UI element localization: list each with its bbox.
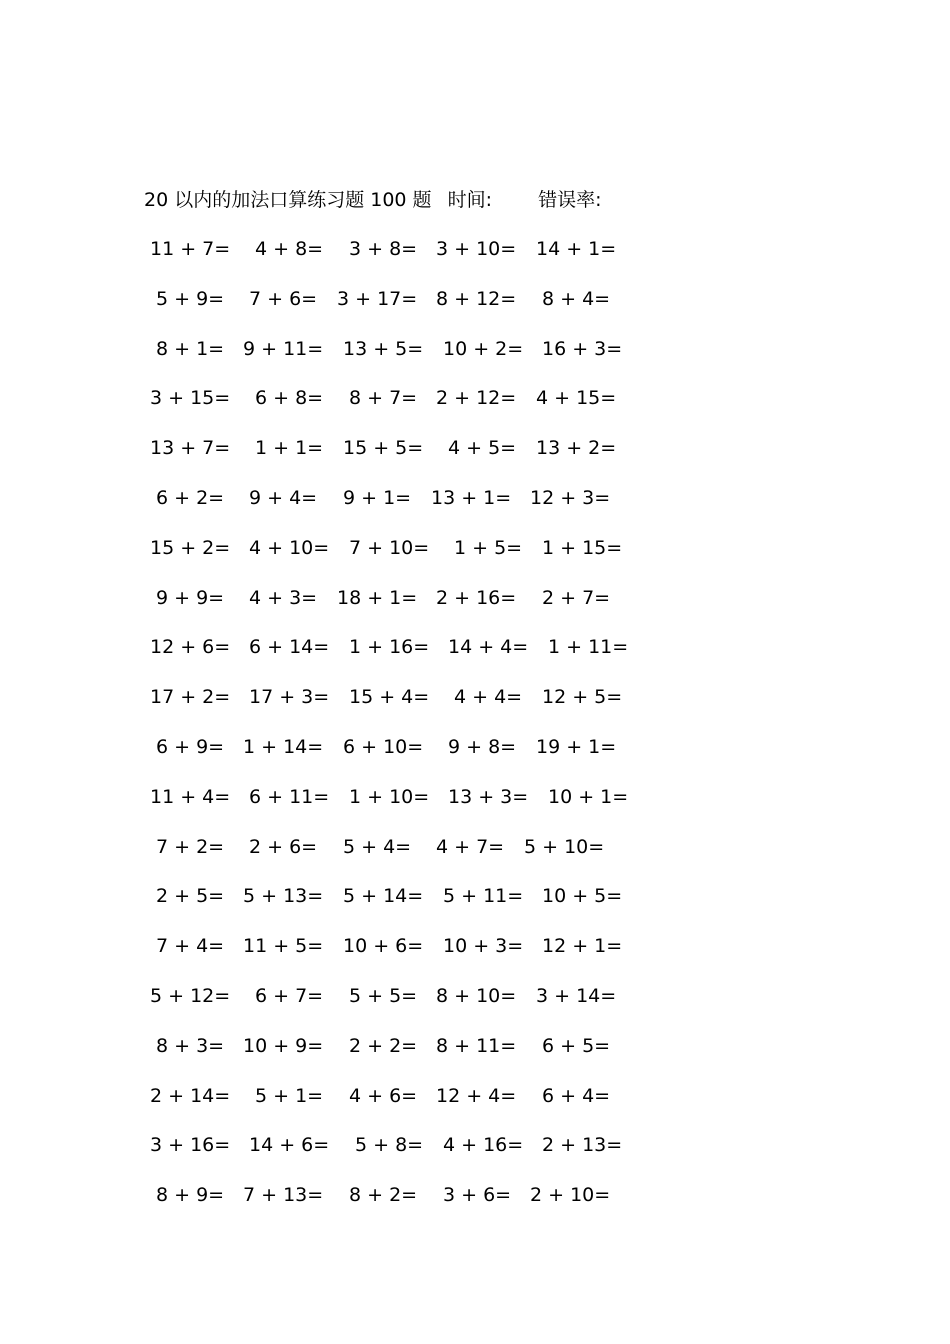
addition-problem: 11 + 4= (150, 785, 231, 808)
problem-row (0, 1081, 950, 1111)
addition-problem: 10 + 5= (542, 885, 623, 908)
addition-problem: 3 + 17= (337, 287, 418, 310)
addition-problem: 4 + 7= (436, 835, 505, 858)
worksheet-title: 20 以内的加法口算练习题 100 题 (144, 189, 432, 211)
problem-row (0, 483, 950, 513)
addition-problem: 5 + 1= (255, 1084, 324, 1107)
problem-row (0, 234, 950, 264)
addition-problem: 1 + 15= (542, 536, 623, 559)
addition-problem: 4 + 4= (454, 686, 523, 709)
addition-problem: 1 + 11= (548, 636, 629, 659)
problem-row (0, 1031, 950, 1061)
addition-problem: 1 + 14= (243, 736, 324, 758)
problem-row (0, 433, 950, 463)
problem-row (0, 533, 950, 563)
addition-problem: 6 + 10= (343, 736, 424, 758)
addition-problem: 2 + 12= (436, 387, 517, 410)
addition-problem: 3 + 6= (443, 1184, 512, 1207)
addition-problem: 11 + 5= (243, 935, 324, 958)
addition-problem: 6 + 11= (249, 785, 330, 808)
addition-problem: 14 + 4= (448, 636, 529, 659)
addition-problem: 1 + 1= (255, 437, 324, 460)
error-rate-label: 错误率: (538, 189, 602, 211)
addition-problem: 15 + 4= (349, 686, 430, 709)
addition-problem: 8 + 1= (156, 337, 225, 360)
addition-problem: 8 + 9= (156, 1184, 225, 1207)
problem-row (0, 284, 950, 314)
addition-problem: 1 + 10= (349, 785, 430, 808)
problem-row (0, 732, 950, 762)
addition-problem: 3 + 16= (150, 1134, 231, 1157)
addition-problem: 4 + 5= (448, 437, 517, 460)
addition-problem: 2 + 6= (249, 835, 318, 858)
addition-problem: 10 + 2= (443, 337, 524, 360)
problem-row (0, 1130, 950, 1160)
addition-problem: 2 + 10= (530, 1184, 611, 1207)
addition-problem: 13 + 7= (150, 437, 231, 460)
addition-problem: 13 + 3= (448, 785, 529, 808)
addition-problem: 9 + 9= (156, 586, 225, 609)
addition-problem: 15 + 5= (343, 437, 424, 460)
addition-problem: 8 + 7= (349, 387, 418, 410)
addition-problem: 12 + 1= (542, 935, 623, 958)
addition-problem: 4 + 8= (255, 238, 324, 260)
addition-problem: 4 + 16= (443, 1134, 524, 1157)
addition-problem: 3 + 8= (349, 238, 418, 260)
addition-problem: 19 + 1= (536, 736, 617, 758)
addition-problem: 4 + 3= (249, 586, 318, 609)
addition-problem: 14 + 1= (536, 238, 617, 260)
problem-row (0, 383, 950, 413)
addition-problem: 12 + 4= (436, 1084, 517, 1107)
addition-problem: 7 + 2= (156, 835, 225, 858)
addition-problem: 13 + 5= (343, 337, 424, 360)
addition-problem: 2 + 16= (436, 586, 517, 609)
problem-row (0, 1180, 950, 1210)
addition-problem: 17 + 3= (249, 686, 330, 709)
addition-problem: 8 + 2= (349, 1184, 418, 1207)
addition-problem: 7 + 10= (349, 536, 430, 559)
addition-problem: 4 + 6= (349, 1084, 418, 1107)
addition-problem: 6 + 8= (255, 387, 324, 410)
addition-problem: 6 + 7= (255, 985, 324, 1007)
addition-problem: 9 + 11= (243, 337, 324, 360)
addition-problem: 6 + 5= (542, 1034, 611, 1057)
addition-problem: 1 + 5= (454, 536, 523, 559)
addition-problem: 2 + 13= (542, 1134, 623, 1157)
addition-problem: 13 + 2= (536, 437, 617, 460)
addition-problem: 13 + 1= (431, 487, 512, 509)
addition-problem: 8 + 3= (156, 1034, 225, 1057)
problem-row (0, 981, 950, 1011)
addition-problem: 17 + 2= (150, 686, 231, 709)
addition-problem: 6 + 2= (156, 487, 225, 509)
addition-problem: 8 + 11= (436, 1034, 517, 1057)
addition-problem: 3 + 14= (536, 985, 617, 1007)
addition-problem: 3 + 10= (436, 238, 517, 260)
problem-row (0, 782, 950, 812)
addition-problem: 7 + 13= (243, 1184, 324, 1207)
problem-row (0, 334, 950, 364)
time-label: 时间: (447, 189, 493, 211)
addition-problem: 15 + 2= (150, 536, 231, 559)
addition-problem: 9 + 8= (448, 736, 517, 758)
addition-problem: 6 + 9= (156, 736, 225, 758)
addition-problem: 4 + 15= (536, 387, 617, 410)
addition-problem: 5 + 8= (355, 1134, 424, 1157)
addition-problem: 9 + 1= (343, 487, 412, 509)
addition-problem: 5 + 4= (343, 835, 412, 858)
addition-problem: 12 + 5= (542, 686, 623, 709)
addition-problem: 9 + 4= (249, 487, 318, 509)
addition-problem: 14 + 6= (249, 1134, 330, 1157)
addition-problem: 4 + 10= (249, 536, 330, 559)
addition-problem: 5 + 11= (443, 885, 524, 908)
addition-problem: 7 + 4= (156, 935, 225, 958)
problem-row (0, 832, 950, 862)
addition-problem: 5 + 5= (349, 985, 418, 1007)
problem-row (0, 682, 950, 712)
addition-problem: 2 + 14= (150, 1084, 231, 1107)
addition-problem: 12 + 6= (150, 636, 231, 659)
addition-problem: 3 + 15= (150, 387, 231, 410)
addition-problem: 2 + 2= (349, 1034, 418, 1057)
addition-problem: 6 + 4= (542, 1084, 611, 1107)
addition-problem: 8 + 4= (542, 287, 611, 310)
addition-problem: 10 + 9= (243, 1034, 324, 1057)
addition-problem: 2 + 5= (156, 885, 225, 908)
addition-problem: 12 + 3= (530, 487, 611, 509)
addition-problem: 2 + 7= (542, 586, 611, 609)
addition-problem: 5 + 9= (156, 287, 225, 310)
problem-row (0, 931, 950, 961)
problem-row (0, 881, 950, 911)
addition-problem: 10 + 1= (548, 785, 629, 808)
addition-problem: 5 + 14= (343, 885, 424, 908)
addition-problem: 10 + 3= (443, 935, 524, 958)
addition-problem: 5 + 13= (243, 885, 324, 908)
problem-row (0, 583, 950, 613)
problem-row (0, 632, 950, 662)
addition-problem: 1 + 16= (349, 636, 430, 659)
addition-problem: 7 + 6= (249, 287, 318, 310)
addition-problem: 11 + 7= (150, 238, 231, 260)
addition-problem: 8 + 10= (436, 985, 517, 1007)
addition-problem: 18 + 1= (337, 586, 418, 609)
addition-problem: 10 + 6= (343, 935, 424, 958)
addition-problem: 16 + 3= (542, 337, 623, 360)
addition-problem: 6 + 14= (249, 636, 330, 659)
addition-problem: 5 + 12= (150, 985, 231, 1007)
addition-problem: 8 + 12= (436, 287, 517, 310)
addition-problem: 5 + 10= (524, 835, 605, 858)
